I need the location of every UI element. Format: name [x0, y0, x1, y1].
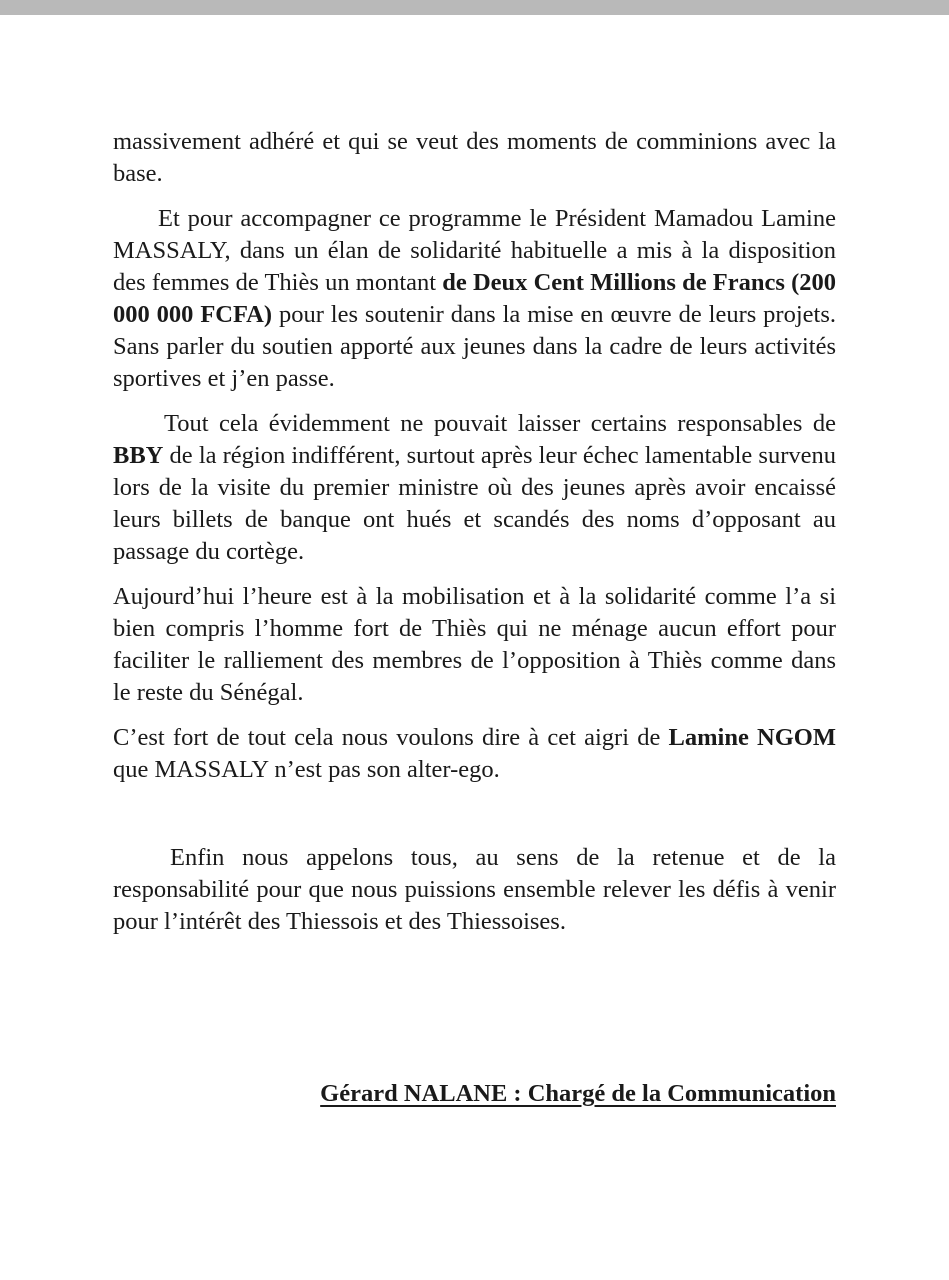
signature: Gérard NALANE : Chargé de la Communication [320, 1080, 836, 1107]
paragraph-5-text-start: C’est fort de tout cela nous voulons dire à cet aigri de [113, 724, 669, 751]
paragraph-2-text-end: pour les soutenir dans la mise en œuvre de leurs projets. Sans parler du soutien apporté aux jeunes dans la cadre de leurs activités sportives et j’en passe. [113, 301, 836, 392]
top-bar [0, 0, 949, 15]
paragraph-2-bold-amount: de Deux Cent Millions de Francs (200 000 000 FCFA) [113, 269, 836, 328]
paragraph-2-text-start: Et pour accompagner ce programme le Président Mamadou Lamine MASSALY, dans un élan de solidarité habituelle a mis à la disposition des femmes de Thiès un montant [113, 205, 836, 296]
paragraph-3-bold-bby: BBY [113, 442, 164, 469]
paragraph-2 [113, 203, 836, 395]
paragraph-5-bold-name: Lamine NGOM [668, 724, 836, 751]
document-body [113, 126, 836, 938]
paragraph-1: massivement adhéré et qui se veut des moments de comminions avec la base. [113, 128, 836, 187]
paragraph-5 [113, 722, 836, 786]
paragraph-4: Aujourd’hui l’heure est à la mobilisation et à la solidarité comme l’a si bien compris l’homme fort de Thiès qui ne ménage aucun effort pour faciliter le ralliement des membres de l’opposition à Thiès comme dans le reste du Sénégal. [113, 583, 836, 706]
paragraph-6: Enfin nous appelons tous, au sens de la retenue et de la responsabilité pour que nous puissions ensemble relever les défis à venir pour l’intérêt des Thiessois et des Thiessoises. [113, 844, 836, 935]
paragraph-3-text-end: de la région indifférent, surtout après leur échec lamentable survenu lors de la visite du premier ministre où des jeunes après avoir encaissé leurs billets de banque ont hués et scandés des noms d’opposant au passage du cortège. [113, 442, 836, 565]
paragraph-5-text-end: que MASSALY n’est pas son alter-ego. [113, 756, 500, 783]
paragraph-3 [113, 408, 836, 568]
paragraph-3-text-start: Tout cela évidemment ne pouvait laisser certains responsables de [164, 410, 836, 437]
